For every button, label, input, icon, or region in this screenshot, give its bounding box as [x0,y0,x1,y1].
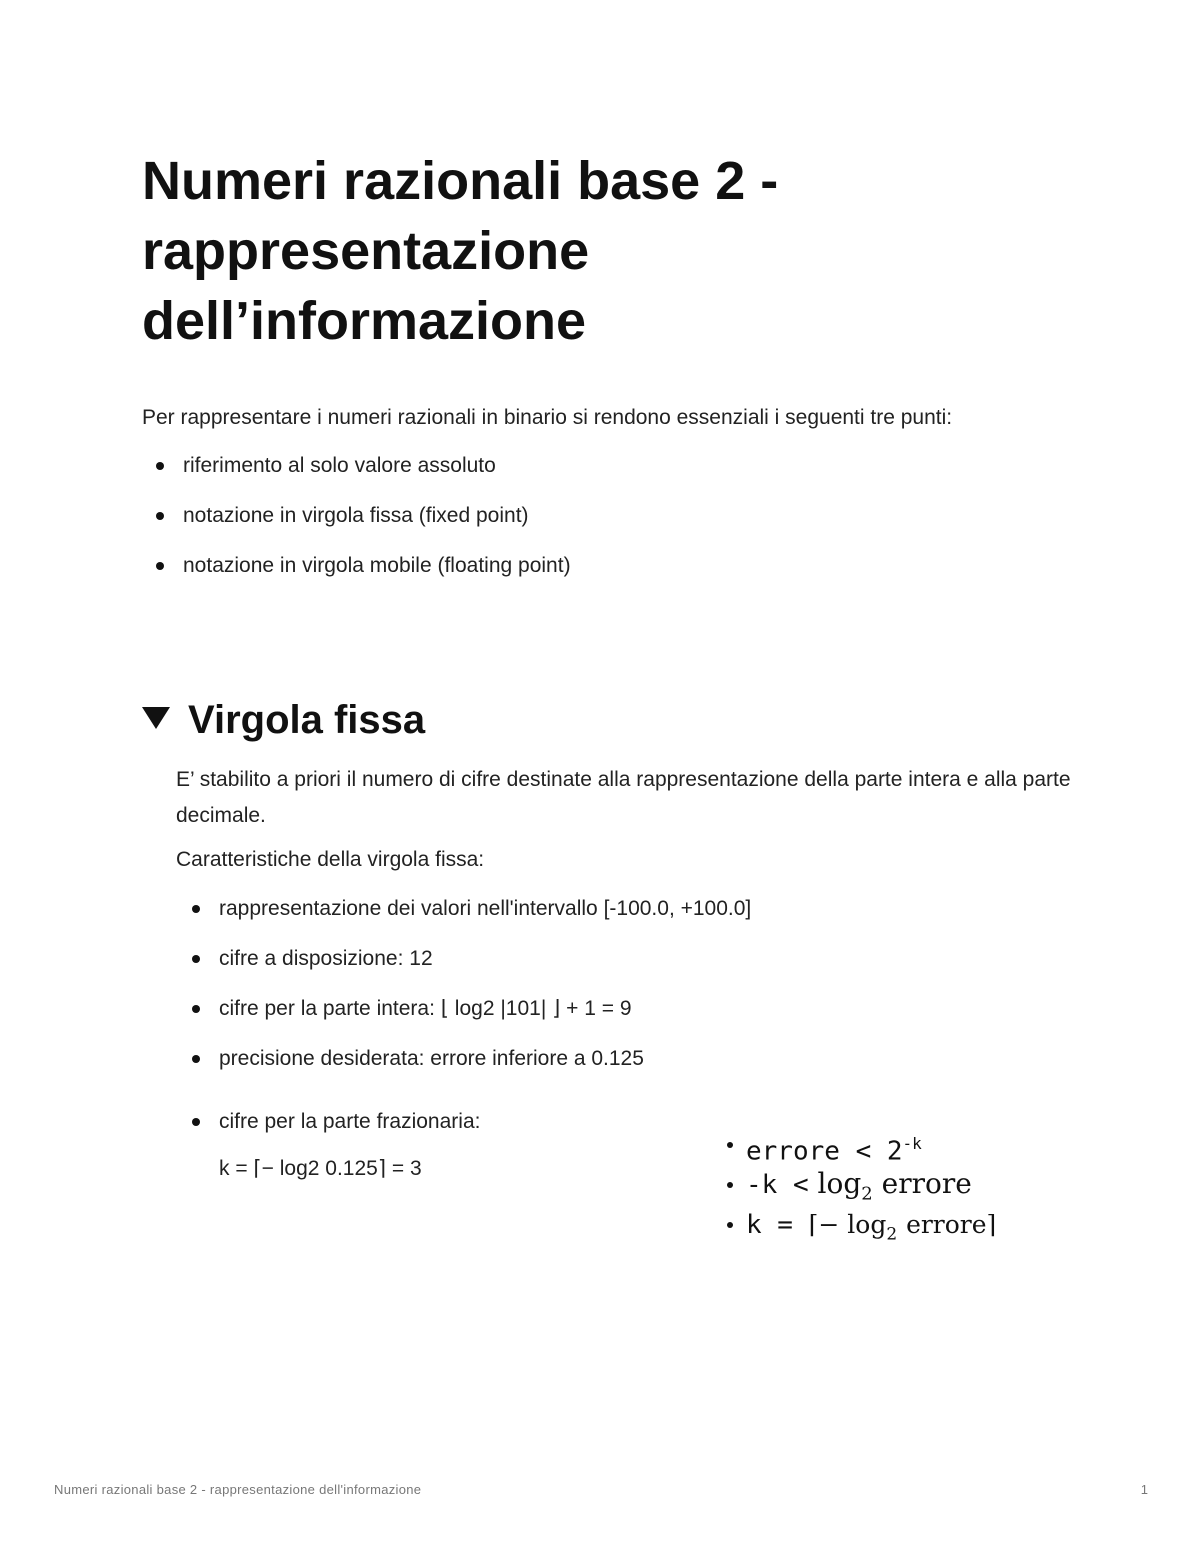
bullet-icon [156,512,164,520]
footer-title: Numeri razionali base 2 - rappresentazione dell'informazione [54,1482,422,1497]
list-item [142,502,571,552]
math-line-3 [722,1204,1022,1244]
bullet-icon [727,1142,733,1148]
list-item-text: precisione desiderata: errore inferiore a 0.125 [219,1047,644,1070]
bullet-icon [156,562,164,570]
intro-paragraph: Per rappresentare i numeri razionali in binario si rendono essenziali i seguenti tre punti: [142,406,953,429]
bullet-icon [192,955,200,963]
list-item-text: notazione in virgola fissa (fixed point) [183,504,529,527]
math-superscript: -k [902,1134,922,1153]
fraction-label: cifre per la parte frazionaria: [219,1110,481,1133]
list-item [178,995,751,1045]
list-item-text: cifre a disposizione: 12 [219,947,433,970]
points-list [142,452,571,602]
features-list [178,895,751,1095]
math-text: errore⌉ [906,1210,997,1239]
math-formula-image [722,1124,1022,1244]
fraction-formula: k = ⌈− log2 0.125⌉ = 3 [219,1157,422,1180]
bullet-icon [192,905,200,913]
list-item [178,945,751,995]
math-subscript: 2 [886,1224,898,1245]
list-item [142,552,571,602]
math-text: k = [746,1210,809,1240]
math-log: log [817,1167,862,1200]
list-item-text: cifre per la parte intera: ⌊ log2 |101| ⌋ + 1 = 9 [219,997,632,1020]
list-item [178,1045,751,1095]
bullet-icon [727,1182,733,1188]
list-item-text: rappresentazione dei valori nell'intervallo [-100.0, +100.0] [219,897,752,920]
section-description: E’ stabilito a priori il numero di cifre destinate alla rappresentazione della parte intera e alla parte decimale. [176,768,1071,827]
list-item [178,895,751,945]
bullet-icon [727,1222,733,1228]
section-heading-text: Virgola fissa [188,698,426,742]
math-text: errore [881,1167,972,1200]
bullet-icon [192,1005,200,1013]
math-line-1 [722,1124,1022,1167]
math-subscript: 2 [861,1183,873,1205]
bullet-icon [192,1118,200,1126]
list-item-text: riferimento al solo valore assoluto [183,454,496,477]
bullet-icon [192,1055,200,1063]
math-log: ⌈− log [808,1210,887,1239]
math-line-2 [722,1164,1022,1204]
math-text: errore < 2 [746,1136,903,1167]
page-title: Numeri razionali base 2 - rappresentazione dell’informazione [142,151,779,351]
toggle-heading-virgola-fissa[interactable] [142,694,425,746]
math-text: -k < [746,1170,809,1200]
features-title: Caratteristiche della virgola fissa: [176,848,485,871]
list-item [142,452,571,502]
page-number: 1 [1140,1482,1148,1497]
toggle-triangle-icon[interactable] [142,707,170,729]
list-item-text: notazione in virgola mobile (floating point) [183,554,571,577]
bullet-icon [156,462,164,470]
